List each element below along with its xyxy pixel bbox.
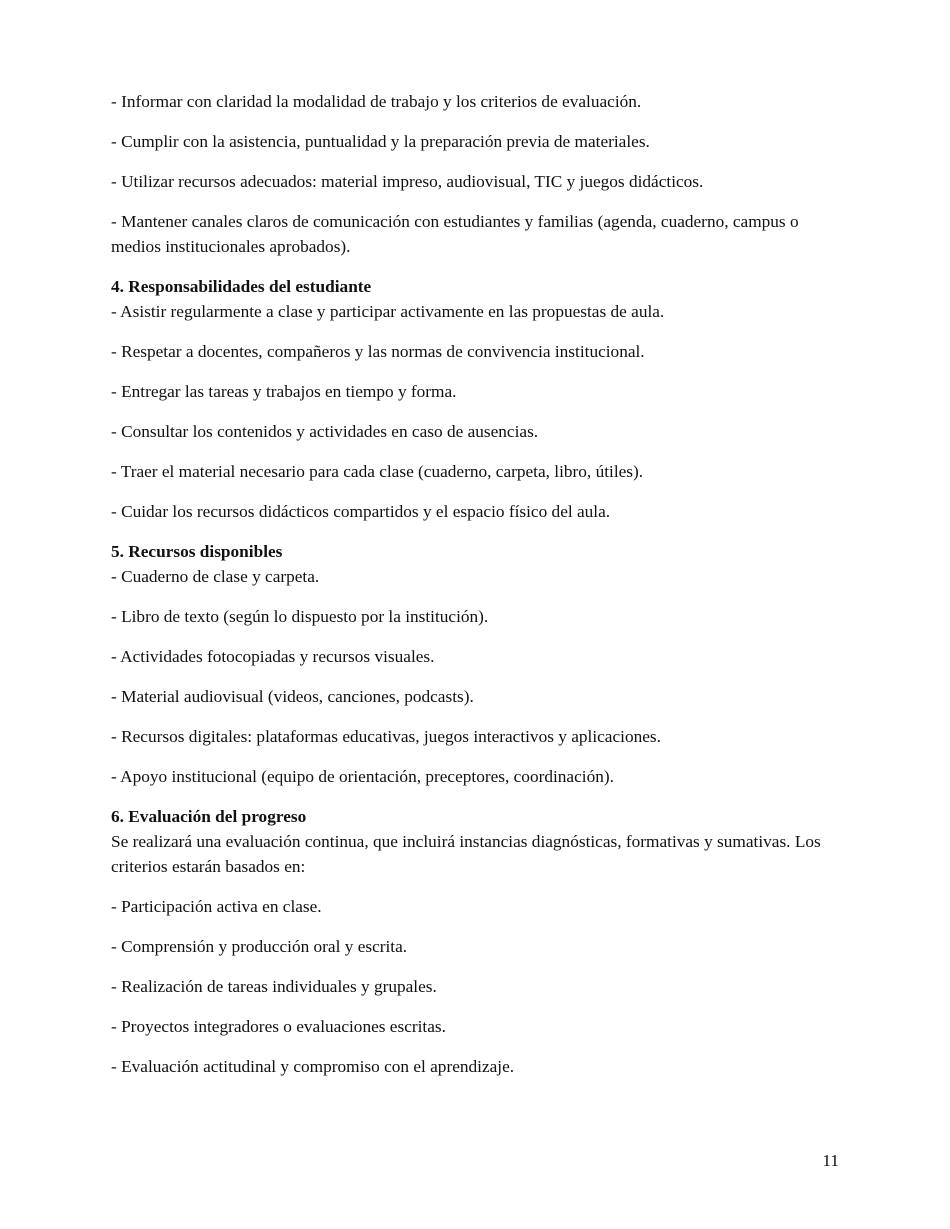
list-item: - Entregar las tareas y trabajos en tiempo y forma. xyxy=(111,382,457,401)
list-item: - Evaluación actitudinal y compromiso con el aprendizaje. xyxy=(111,1057,515,1076)
section-heading: 5. Recursos disponibles xyxy=(111,542,283,561)
section-heading: 6. Evaluación del progreso xyxy=(111,807,307,826)
section-responsabilidades xyxy=(111,274,846,524)
list-item: - Comprensión y producción oral y escrita. xyxy=(111,937,408,956)
section-heading: 4. Responsabilidades del estudiante xyxy=(111,277,372,296)
section-intro: Se realizará una evaluación continua, que incluirá instancias diagnósticas, formativas y sumativas. Los criterios estarán basados en: xyxy=(111,832,821,876)
page-number: 11 xyxy=(822,1151,839,1170)
section-evaluacion xyxy=(111,804,846,1079)
list-item: - Utilizar recursos adecuados: material impreso, audiovisual, TIC y juegos didácticos. xyxy=(111,172,704,191)
list-item: - Respetar a docentes, compañeros y las normas de convivencia institucional. xyxy=(111,342,645,361)
list-item: - Proyectos integradores o evaluaciones escritas. xyxy=(111,1017,446,1036)
list-item: - Asistir regularmente a clase y participar activamente en las propuestas de aula. xyxy=(111,302,665,321)
list-item: - Consultar los contenidos y actividades en caso de ausencias. xyxy=(111,422,539,441)
list-item: - Mantener canales claros de comunicación con estudiantes y familias (agenda, cuaderno, campus o medios institucionales aprobados). xyxy=(111,212,799,256)
list-item: - Participación activa en clase. xyxy=(111,897,322,916)
section-recursos xyxy=(111,539,846,789)
intro-list xyxy=(111,89,846,259)
list-item: - Apoyo institucional (equipo de orientación, preceptores, coordinación). xyxy=(111,767,614,786)
list-item: - Traer el material necesario para cada clase (cuaderno, carpeta, libro, útiles). xyxy=(111,462,644,481)
list-item: - Realización de tareas individuales y grupales. xyxy=(111,977,437,996)
list-item: - Actividades fotocopiadas y recursos visuales. xyxy=(111,647,435,666)
list-item: - Recursos digitales: plataformas educativas, juegos interactivos y aplicaciones. xyxy=(111,727,661,746)
list-item: - Informar con claridad la modalidad de trabajo y los criterios de evaluación. xyxy=(111,92,642,111)
list-item: - Cuaderno de clase y carpeta. xyxy=(111,567,320,586)
document-page xyxy=(111,89,846,1094)
list-item: - Cuidar los recursos didácticos compartidos y el espacio físico del aula. xyxy=(111,502,611,521)
list-item: - Material audiovisual (videos, canciones, podcasts). xyxy=(111,687,474,706)
list-item: - Libro de texto (según lo dispuesto por la institución). xyxy=(111,607,489,626)
list-item: - Cumplir con la asistencia, puntualidad y la preparación previa de materiales. xyxy=(111,132,650,151)
